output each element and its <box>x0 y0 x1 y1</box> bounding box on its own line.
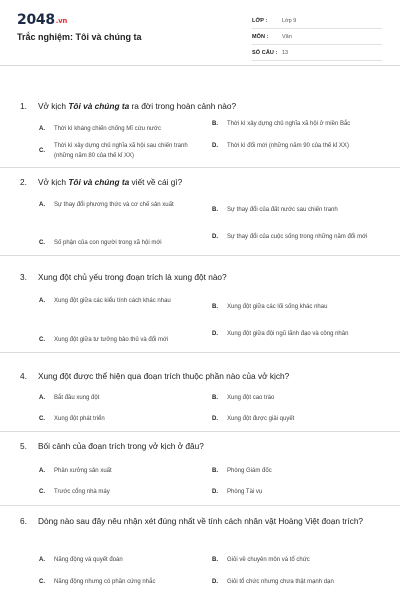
option-c[interactable]: C. Năng động nhưng có phần cứng nhắc <box>39 579 156 585</box>
meta-class-key: LỚP : <box>252 17 268 24</box>
meta-class-value: Lớp 9 <box>282 17 297 24</box>
option-a[interactable]: A. Thời kì kháng chiến chống Mĩ cứu nước <box>39 126 161 132</box>
question-5 <box>0 440 400 506</box>
option-c[interactable]: C. Xung đột phát triển <box>39 416 105 422</box>
option-b[interactable]: B. Sự thay đổi của đất nước sau chiến tranh <box>212 207 338 213</box>
question-title: 1. Vở kịch Tôi và chúng ta ra đời trong hoàn cảnh nào? <box>20 101 237 111</box>
option-b[interactable]: B. Phòng Giám đốc <box>212 468 272 474</box>
question-title: 5. Bối cảnh của đoạn trích trong vở kịch ở đâu? <box>20 441 204 451</box>
meta-count-value: 13 <box>282 49 289 56</box>
question-2 <box>0 176 400 256</box>
option-d[interactable]: D. Xung đột giữa đội ngũ lãnh đạo và công nhân <box>212 331 349 337</box>
option-a[interactable]: A. Xung đột giữa các kiểu tính cách khác nhau <box>39 298 171 304</box>
option-d[interactable]: D. Giỏi tổ chức nhưng chưa thật mạnh dạn <box>212 579 334 585</box>
option-b[interactable]: B. Giỏi về chuyên môn và tổ chức <box>212 557 310 563</box>
quiz-title: Trắc nghiệm: Tôi và chúng ta <box>17 32 142 42</box>
option-c[interactable]: C. Số phận của con người trong xã hội mới <box>39 240 162 246</box>
option-a[interactable]: A. Năng động và quyết đoán <box>39 557 123 563</box>
meta-subject <box>252 29 382 45</box>
page-header <box>0 0 400 66</box>
logo-suffix: .vn <box>55 17 68 25</box>
option-d[interactable]: D. Phòng Tài vụ <box>212 489 263 495</box>
question-title: 6. Dòng nào sau đây nêu nhận xét đúng nhất về tính cách nhân vật Hoàng Việt đoạn trích? <box>20 516 364 526</box>
option-d[interactable]: D. Sự thay đổi của cuộc sống trong những năm đổi mới <box>212 234 368 240</box>
question-1 <box>0 103 400 168</box>
question-title: 4. Xung đột được thể hiện qua đoạn trích thuộc phần nào của vở kịch? <box>20 371 290 381</box>
question-6 <box>0 514 400 600</box>
option-b[interactable]: B. Thời kì xây dựng chủ nghĩa xã hội ở miền Bắc <box>212 121 351 127</box>
logo-text: 2048 <box>17 12 55 28</box>
meta-subject-value: Văn <box>282 33 292 40</box>
quiz-meta <box>252 13 382 61</box>
option-c[interactable]: C. Trước cổng nhà máy <box>39 489 110 495</box>
option-d[interactable]: D. Thời kì đổi mới (những năm 90 của thế kỉ XX) <box>212 143 349 149</box>
option-b[interactable]: B. Xung đột giữa các lối sống khác nhau <box>212 304 328 310</box>
question-4 <box>0 370 400 432</box>
option-b[interactable]: B. Xung đột cao trào <box>212 395 275 401</box>
option-a[interactable]: A. Phân xưởng sản xuất <box>39 468 112 474</box>
option-d[interactable]: D. Xung đột được giải quyết <box>212 416 295 422</box>
option-a[interactable]: A. Bắt đầu xung đột <box>39 395 100 401</box>
question-title: 3. Xung đột chủ yếu trong đoạn trích là xung đột nào? <box>20 272 227 282</box>
option-a[interactable]: A. Sự thay đổi phương thức và cơ chế sản xuất <box>39 202 174 208</box>
option-c[interactable]: C. Xung đột giữa tư tưởng bảo thủ và đổi mới <box>39 337 169 343</box>
question-title: 2. Vở kịch Tôi và chúng ta viết về cái gì? <box>20 177 183 187</box>
question-3 <box>0 271 400 353</box>
meta-count <box>252 45 382 61</box>
option-c[interactable]: C. Thời kì xây dựng chủ nghĩa xã hội sau chiến tranh (những năm 80 của thế kỉ XX) <box>39 143 188 159</box>
meta-class <box>252 13 382 29</box>
meta-subject-key: MÔN : <box>252 33 269 40</box>
meta-count-key: SỐ CÂU : <box>252 49 278 56</box>
